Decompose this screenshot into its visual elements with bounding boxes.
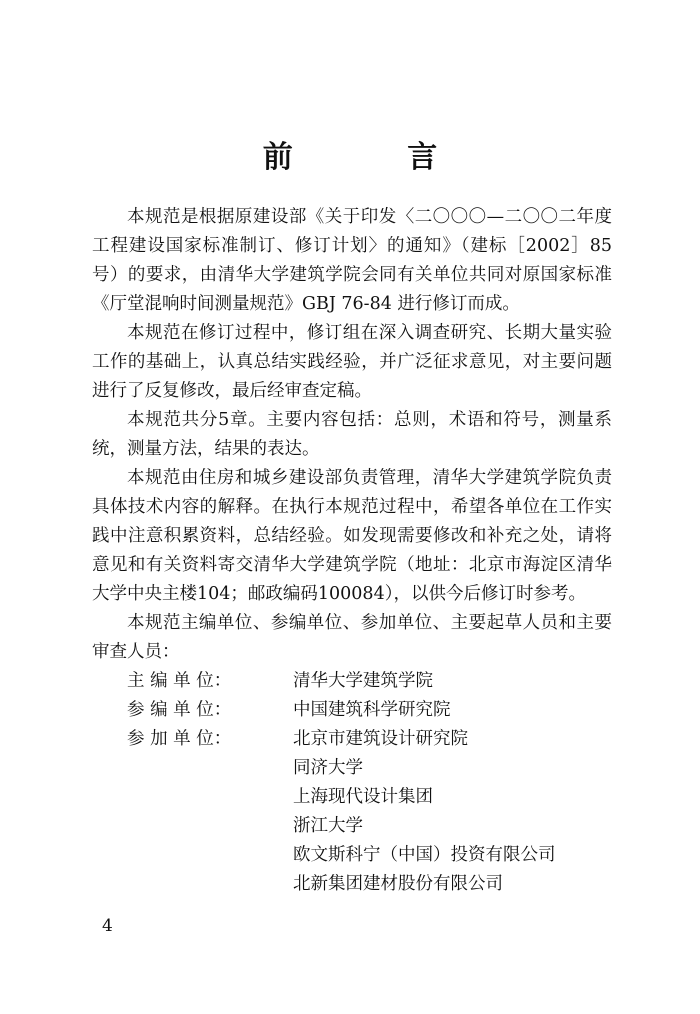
unit-name: 上海现代设计集团 (293, 787, 433, 807)
unit-row-chief (92, 667, 612, 696)
preface-body (92, 203, 612, 899)
paragraph-revision-process: 本规范在修订过程中，修订组在深入调查研究、长期大量实验工作的基础上，认真总结实践经验，并广泛征求意见，对主要问题进行了反复修改，最后经审查定稿。 (92, 323, 612, 401)
page-number: 4 (102, 916, 113, 936)
unit-name: 欧文斯科宁（中国）投资有限公司 (293, 845, 556, 865)
unit-name: 中国建筑科学研究院 (293, 700, 451, 720)
paragraph-basis: 本规范是根据原建设部《关于印发〈二〇〇〇—二〇〇二年度工程建设国家标准制订、修订计划〉的通知》（建标［2002］85号）的要求，由清华大学建筑学院会同有关单位共同对原国家标准《厅堂混响时间测量规范》GBJ 76-84 进行修订而成。 (92, 207, 612, 314)
unit-name: 同济大学 (293, 758, 363, 778)
unit-values (293, 696, 451, 725)
paragraph-management: 本规范由住房和城乡建设部负责管理，清华大学建筑学院负责具体技术内容的解释。在执行本规范过程中，希望各单位在工作实践中注意积累资料，总结经验。如发现需要修改和补充之处，请将意见和有关资料寄交清华大学建筑学院（地址：北京市海淀区清华大学中央主楼104；邮政编码100084），以供今后修订时参考。 (92, 468, 612, 604)
unit-name: 北京市建筑设计研究院 (293, 729, 468, 749)
unit-name: 清华大学建筑学院 (293, 671, 433, 691)
unit-label: 主 编 单 位： (127, 671, 232, 691)
paragraph-contents: 本规范共分5章。主要内容包括：总则，术语和符号，测量系统，测量方法，结果的表达。 (92, 410, 612, 459)
unit-name: 北新集团建材股份有限公司 (293, 874, 503, 894)
unit-label: 参 加 单 位： (127, 729, 232, 749)
unit-values (293, 667, 433, 696)
units-list (92, 667, 612, 899)
unit-values (293, 725, 556, 899)
unit-name: 浙江大学 (293, 816, 363, 836)
unit-row-participating-editor (92, 696, 612, 725)
page-title: 前 言 (262, 140, 490, 175)
paragraph-participants-intro: 本规范主编单位、参编单位、参加单位、主要起草人员和主要审查人员： (92, 613, 612, 662)
unit-label: 参 编 单 位： (127, 700, 232, 720)
unit-row-participating (92, 725, 612, 899)
